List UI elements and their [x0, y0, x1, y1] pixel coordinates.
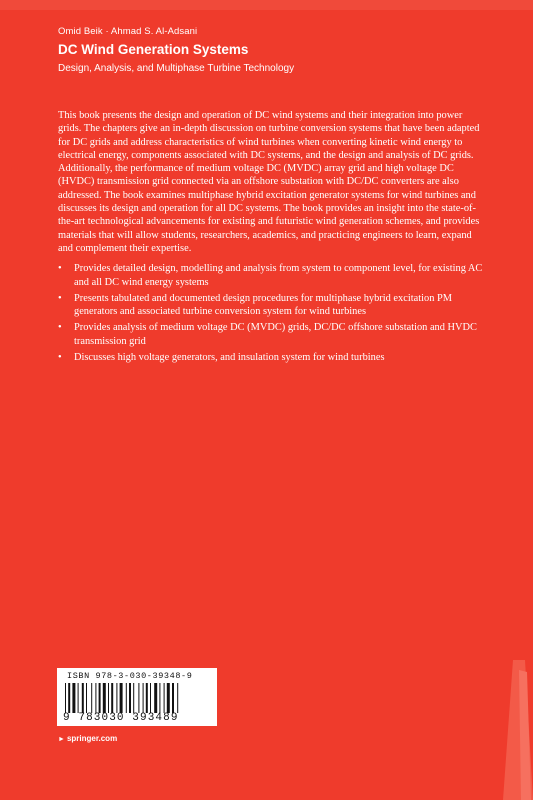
isbn-barcode [57, 668, 217, 726]
barcode-bar [82, 683, 84, 713]
bullet-list [58, 262, 486, 364]
bullet-item [58, 321, 486, 348]
blurb-paragraph: This book presents the design and operation of DC wind systems and their integration into power grids. The chapters give an in-depth discussion on turbine conversion systems that have been adapted for DC grids and address characteristics of wind turbines when converting kinetic wind energy to electrical energy, components associated with DC systems, and the design and analysis of DC grids. Additionally, the performance of medium voltage DC (MVDC) array grid and high voltage DC (HVDC) transmission grid connected via an offshore substation with DC/DC converters are also addressed. The book examines multiphase hybrid excitation generator systems for wind turbines and discusses its design and operation for all DC systems. The book provides an insight into the state-of-the-art technological advancements for existing and futuristic wind generation schemes, and provides materials that will allow students, researchers, academics, and practicing engineers to learn, expand and complement their expertise. [58, 110, 480, 254]
barcode-bar [99, 683, 101, 713]
publisher-url: springer.com [66, 734, 118, 743]
barcode-digits: 9 783030 393489 [63, 712, 179, 724]
arrow-right-icon: ► [58, 736, 65, 743]
bullet-item [58, 351, 486, 364]
barcode-bar [91, 683, 92, 713]
cover-header [58, 26, 294, 74]
authors: Omid Beik · Ahmad S. Al-Adsani [58, 26, 198, 37]
barcode-bar [108, 683, 109, 713]
isbn-text: ISBN 978-3-030-39348-9 [67, 671, 193, 681]
bullet-text: Discusses high voltage generators, and insulation system for wind turbines [74, 352, 385, 364]
barcode-bar [78, 683, 79, 713]
barcode-bar [133, 683, 134, 713]
barcode-bar [146, 683, 148, 713]
barcode-bar [103, 683, 106, 713]
barcode-bar [126, 683, 127, 713]
barcode-icon [63, 683, 211, 713]
bullet-icon: • [58, 322, 62, 334]
bullet-text: Provides analysis of medium voltage DC (MVDC) grids, DC/DC offshore substation and HVDC transmission grid [74, 322, 477, 347]
barcode-bar [72, 683, 75, 713]
barcode-bar [164, 683, 165, 713]
bullet-item [58, 292, 486, 319]
barcode-bar [116, 683, 117, 713]
barcode-bar [120, 683, 123, 713]
barcode-bar [172, 683, 174, 713]
barcode-bar [86, 683, 87, 713]
book-subtitle: Design, Analysis, and Multiphase Turbine Technology [58, 63, 295, 74]
barcode-bar [167, 683, 170, 713]
bullet-icon: • [58, 263, 62, 275]
barcode-bar [111, 683, 113, 713]
barcode-bar [150, 683, 151, 713]
barcode-bar [154, 683, 157, 713]
top-strip [0, 0, 533, 10]
barcode-bar [177, 683, 178, 713]
barcode-bar [68, 683, 70, 713]
book-title: DC Wind Generation Systems [58, 42, 249, 57]
bullet-text: Presents tabulated and documented design procedures for multiphase hybrid excitation PM generators and associated turbine conversion system for wind turbines [74, 292, 453, 318]
barcode-bar [65, 683, 66, 713]
publisher-footer [58, 734, 117, 743]
bullet-icon: • [58, 352, 62, 364]
barcode-bar [95, 683, 96, 713]
barcode-bar [143, 683, 144, 713]
bullet-text: Provides detailed design, modelling and analysis from system to component level, for existing AC and all DC wind energy systems [74, 263, 483, 288]
barcode-bar [129, 683, 131, 713]
bullet-icon: • [58, 292, 62, 304]
wind-turbine-graphic-icon [443, 660, 533, 800]
bullet-item [58, 262, 486, 289]
barcode-bar [159, 683, 160, 713]
barcode-bar [138, 683, 139, 713]
blurb [58, 109, 486, 367]
